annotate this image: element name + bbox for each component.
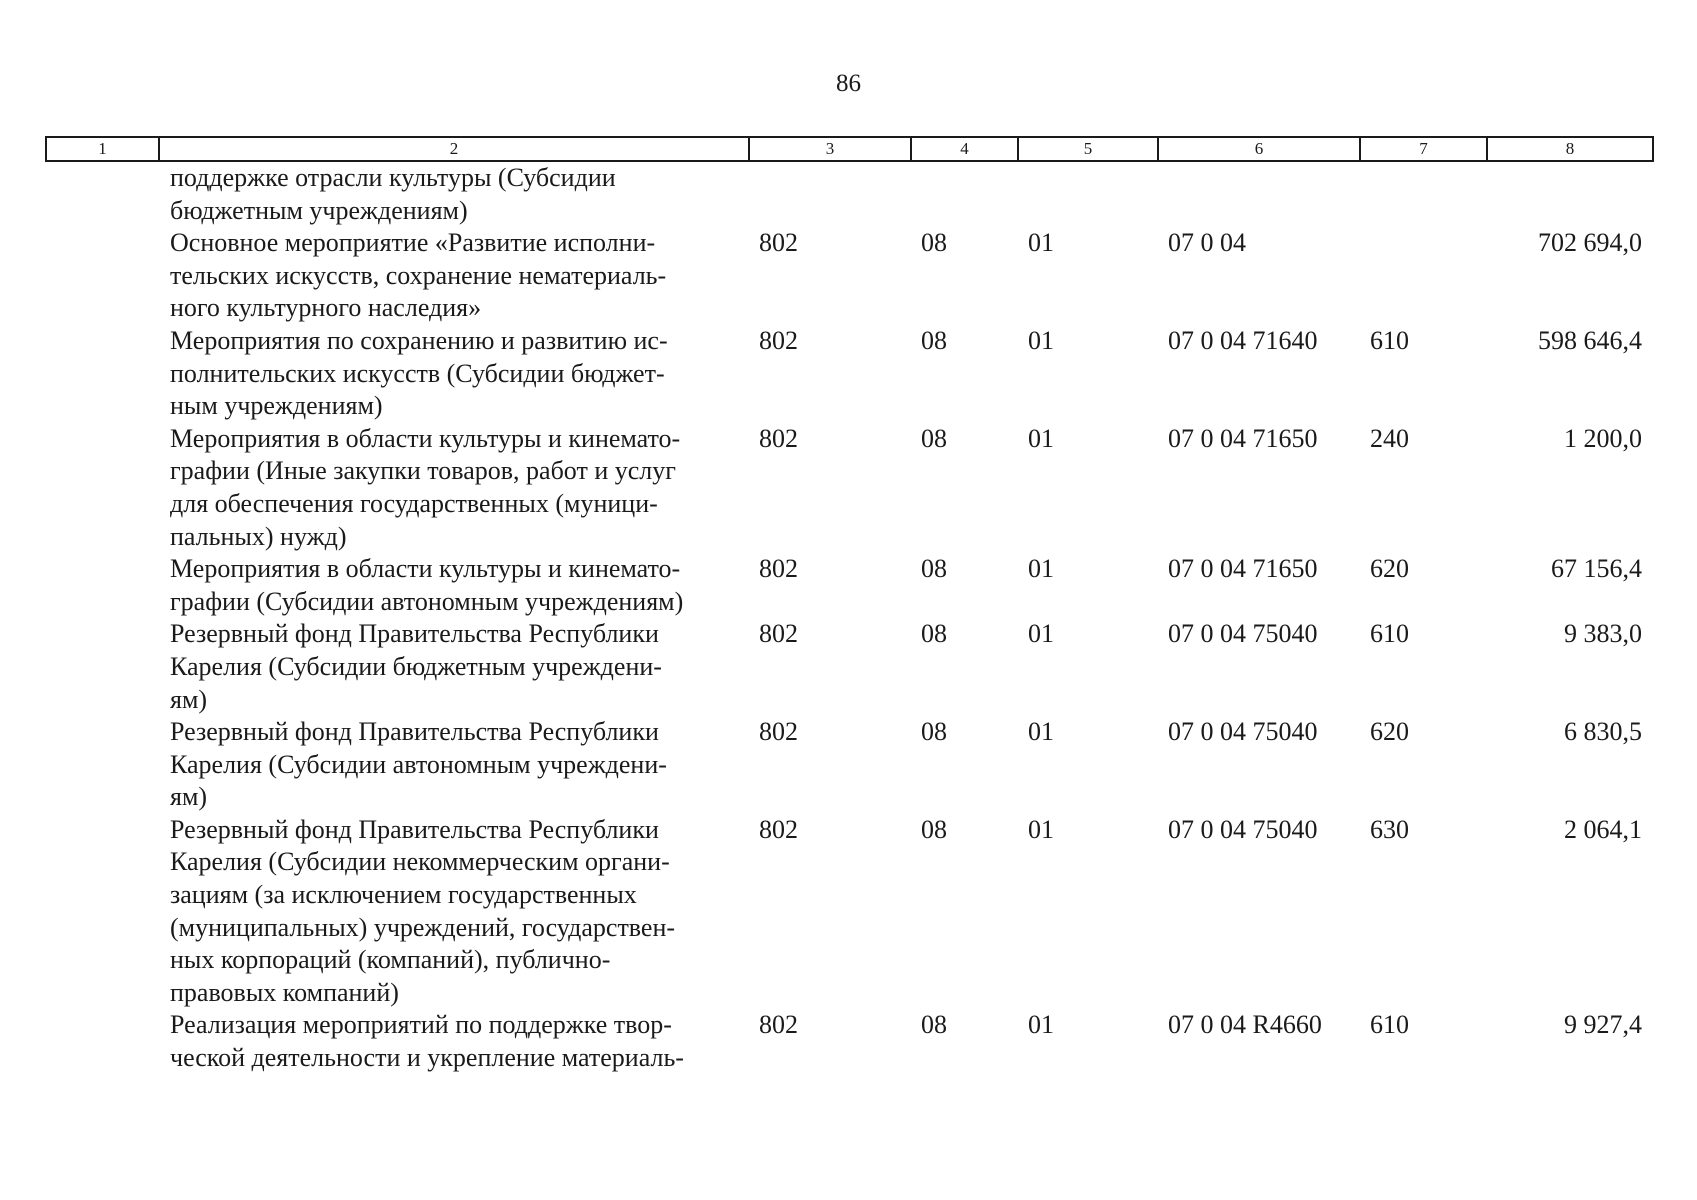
- row-name-line: зациям (за исключением государственных: [170, 880, 637, 910]
- row-admin-code-cell: 802: [759, 423, 798, 453]
- row-number-cell: [46, 423, 159, 553]
- row-admin-code-cell: 802: [759, 619, 798, 649]
- row-name-line: Резервный фонд Правительства Республики: [170, 717, 659, 747]
- row-name-cell: [159, 161, 749, 227]
- row-number-cell: [46, 618, 159, 716]
- row-target-article-cell: 07 0 04 75040: [1168, 717, 1318, 747]
- row-name-line: ям): [170, 684, 208, 714]
- table-row: [46, 618, 1653, 716]
- page-number: 86: [836, 70, 861, 97]
- row-name-line: Мероприятия в области культуры и кинемато-: [170, 423, 681, 453]
- row-section-cell: 08: [921, 717, 947, 747]
- row-target-article-cell: 07 0 04: [1168, 228, 1246, 258]
- column-header-1: 1: [46, 137, 159, 161]
- row-target-article-cell: 07 0 04 71650: [1168, 423, 1318, 453]
- row-name-line: ям): [170, 782, 208, 812]
- row-subsection-cell: 01: [1028, 423, 1054, 453]
- row-name-cell: [159, 814, 749, 1010]
- row-name-line: полнительских искусств (Субсидии бюджет-: [170, 358, 665, 388]
- row-subsection-cell: [1018, 161, 1158, 227]
- row-section-cell: 08: [921, 423, 947, 453]
- row-name-line: Основное мероприятие «Развитие исполни-: [170, 228, 656, 258]
- row-section-cell: [911, 161, 1018, 227]
- row-name-line: Карелия (Субсидии некоммерческим органи-: [170, 847, 670, 877]
- row-expense-type-cell: 610: [1370, 1010, 1409, 1040]
- row-expense-type-cell: 630: [1370, 814, 1409, 844]
- table-row: [46, 716, 1653, 814]
- row-admin-code-cell: [749, 161, 911, 227]
- row-amount-cell: 67 156,4: [1551, 554, 1642, 584]
- column-header-8: 8: [1487, 137, 1653, 161]
- row-name-line: Мероприятия по сохранению и развитию ис-: [170, 325, 668, 355]
- row-target-article-cell: 07 0 04 71650: [1168, 554, 1318, 584]
- row-target-article-cell: 07 0 04 71640: [1168, 325, 1318, 355]
- row-subsection-cell: 01: [1028, 325, 1054, 355]
- row-admin-code-cell: 802: [759, 325, 798, 355]
- row-name-cell: [159, 1009, 749, 1074]
- column-header-3: 3: [749, 137, 911, 161]
- row-expense-type-cell: 240: [1370, 423, 1409, 453]
- row-amount-cell: [1487, 161, 1653, 227]
- row-name-line: Карелия (Субсидии автономным учреждени-: [170, 749, 667, 779]
- row-name-line: Резервный фонд Правительства Республики: [170, 619, 659, 649]
- row-name-cell: [159, 716, 749, 814]
- budget-table: [45, 136, 1654, 1075]
- row-name-line: ным учреждениям): [170, 391, 383, 421]
- column-header-7: 7: [1360, 137, 1487, 161]
- row-name-cell: [159, 423, 749, 553]
- row-name-cell: [159, 618, 749, 716]
- row-name-line: (муниципальных) учреждений, государствен-: [170, 912, 676, 942]
- row-target-article-cell: 07 0 04 R4660: [1168, 1010, 1322, 1040]
- row-section-cell: 08: [921, 554, 947, 584]
- row-name-line: ческой деятельности и укрепление материаль-: [170, 1043, 684, 1073]
- table-row: [46, 1009, 1653, 1074]
- row-amount-cell: 9 383,0: [1564, 619, 1642, 649]
- row-number-cell: [46, 814, 159, 1010]
- row-admin-code-cell: 802: [759, 228, 798, 258]
- row-amount-cell: 1 200,0: [1564, 423, 1642, 453]
- table-row: [46, 227, 1653, 325]
- row-amount-cell: 702 694,0: [1538, 228, 1642, 258]
- row-subsection-cell: 01: [1028, 228, 1054, 258]
- row-admin-code-cell: 802: [759, 1010, 798, 1040]
- table-row: [46, 814, 1653, 1010]
- table-row: [46, 325, 1653, 423]
- row-name-line: Мероприятия в области культуры и кинемато-: [170, 554, 681, 584]
- column-header-2: 2: [159, 137, 749, 161]
- row-section-cell: 08: [921, 814, 947, 844]
- row-admin-code-cell: 802: [759, 814, 798, 844]
- row-name-line: ных корпораций (компаний), публично-: [170, 945, 611, 975]
- row-section-cell: 08: [921, 619, 947, 649]
- row-expense-type-cell: 620: [1370, 717, 1409, 747]
- row-amount-cell: 598 646,4: [1538, 325, 1642, 355]
- row-name-line: правовых компаний): [170, 977, 399, 1007]
- row-number-cell: [46, 325, 159, 423]
- table-body: [46, 161, 1653, 1075]
- row-name-line: Резервный фонд Правительства Республики: [170, 814, 659, 844]
- row-expense-type-cell: 610: [1370, 325, 1409, 355]
- row-target-article-cell: [1158, 161, 1360, 227]
- column-header-4: 4: [911, 137, 1018, 161]
- row-section-cell: 08: [921, 325, 947, 355]
- row-name-line: для обеспечения государственных (муници-: [170, 488, 658, 518]
- row-section-cell: 08: [921, 1010, 947, 1040]
- row-expense-type-cell: 610: [1370, 619, 1409, 649]
- row-section-cell: 08: [921, 228, 947, 258]
- row-name-line: бюджетным учреждениям): [170, 195, 468, 225]
- row-name-line: графии (Субсидии автономным учреждениям): [170, 586, 684, 616]
- row-subsection-cell: 01: [1028, 717, 1054, 747]
- column-header-6: 6: [1158, 137, 1360, 161]
- row-expense-type-cell: [1360, 227, 1487, 325]
- row-admin-code-cell: 802: [759, 717, 798, 747]
- row-number-cell: [46, 716, 159, 814]
- row-name-line: графии (Иные закупки товаров, работ и услуг: [170, 456, 676, 486]
- row-subsection-cell: 01: [1028, 814, 1054, 844]
- table-row: [46, 423, 1653, 553]
- row-name-cell: [159, 553, 749, 618]
- row-name-line: ного культурного наследия»: [170, 293, 482, 323]
- row-target-article-cell: 07 0 04 75040: [1168, 619, 1318, 649]
- row-subsection-cell: 01: [1028, 1010, 1054, 1040]
- row-name-cell: [159, 227, 749, 325]
- row-target-article-cell: 07 0 04 75040: [1168, 814, 1318, 844]
- row-name-cell: [159, 325, 749, 423]
- table-header: [46, 137, 1653, 161]
- row-name-line: тельских искусств, сохранение нематериаль-: [170, 260, 667, 290]
- row-amount-cell: 9 927,4: [1564, 1010, 1642, 1040]
- row-subsection-cell: 01: [1028, 554, 1054, 584]
- row-name-line: пальных) нужд): [170, 521, 347, 551]
- row-subsection-cell: 01: [1028, 619, 1054, 649]
- row-number-cell: [46, 553, 159, 618]
- row-expense-type-cell: 620: [1370, 554, 1409, 584]
- table-row: [46, 161, 1653, 227]
- column-number-row: [46, 137, 1653, 161]
- row-amount-cell: 6 830,5: [1564, 717, 1642, 747]
- column-header-5: 5: [1018, 137, 1158, 161]
- row-name-line: поддержке отрасли культуры (Субсидии: [170, 163, 616, 192]
- row-amount-cell: 2 064,1: [1564, 814, 1642, 844]
- table-row: [46, 553, 1653, 618]
- row-number-cell: [46, 227, 159, 325]
- row-name-line: Реализация мероприятий по поддержке твор-: [170, 1010, 672, 1040]
- row-name-line: Карелия (Субсидии бюджетным учреждени-: [170, 651, 662, 681]
- row-admin-code-cell: 802: [759, 554, 798, 584]
- row-number-cell: [46, 1009, 159, 1074]
- row-expense-type-cell: [1360, 161, 1487, 227]
- row-number-cell: [46, 161, 159, 227]
